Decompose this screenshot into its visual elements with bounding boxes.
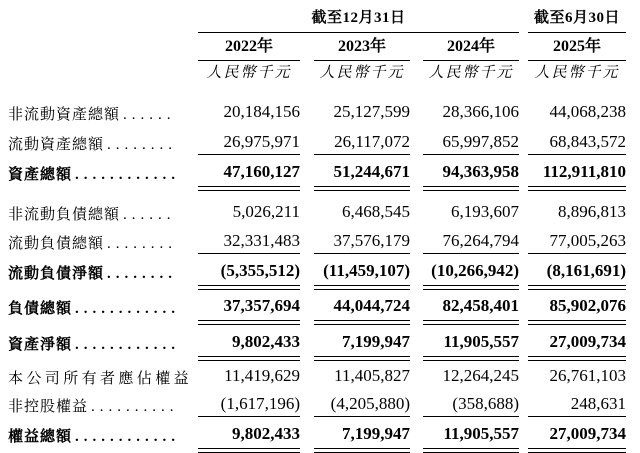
- value-2023: 7,199,947: [314, 331, 410, 365]
- value-2023: 51,244,671: [314, 161, 410, 201]
- table-row-total-equity: [8, 423, 626, 450]
- row-label: 資產總額: [8, 166, 73, 183]
- spacer: [8, 61, 198, 85]
- table-row-total-current-assets: [8, 131, 626, 161]
- value-2024: 76,264,794: [423, 230, 519, 260]
- row-label: 資產淨額: [8, 336, 73, 353]
- value-2023: 7,199,947: [314, 423, 410, 450]
- dot-leader: ......: [123, 106, 176, 123]
- dot-leader: ........: [107, 136, 178, 153]
- value-2022: 20,184,156: [223, 101, 300, 121]
- value-2023: 26,117,072: [314, 131, 410, 161]
- value-2025: 77,005,263: [528, 230, 626, 260]
- row-label: 流動負債淨額: [8, 265, 105, 282]
- spacer: [519, 6, 528, 33]
- dot-leader: ............: [75, 166, 181, 183]
- value-2023: (4,205,880): [314, 393, 410, 423]
- value-2023: 37,576,179: [314, 230, 410, 260]
- table-row-non-controlling-interests: [8, 393, 626, 423]
- year-2023: 2023年: [314, 33, 410, 61]
- value-2022: 37,357,694: [198, 295, 300, 331]
- table-row-equity-owners-of-company: [8, 365, 626, 393]
- unit-label: 人民幣千元: [534, 65, 620, 81]
- header-year-row: [8, 33, 626, 61]
- value-2024: 65,997,852: [423, 131, 519, 161]
- dot-leader: ......: [123, 206, 176, 223]
- value-2025: 112,911,810: [528, 161, 626, 201]
- row-label: 非流動負債總額: [8, 206, 121, 223]
- row-label: 流動資產總額: [8, 136, 105, 153]
- value-2024: (358,688): [423, 393, 519, 423]
- value-2025: 248,631: [528, 393, 626, 423]
- value-2024: 11,905,557: [423, 423, 519, 450]
- dot-leader: ............: [75, 336, 181, 353]
- value-2023: 6,468,545: [342, 201, 410, 221]
- value-2022: 47,160,127: [198, 161, 300, 201]
- row-label: 流動負債總額: [8, 235, 105, 252]
- spacer: [8, 6, 198, 33]
- row-label: 非流動資產總額: [8, 106, 121, 123]
- row-label: 本公司所有者應佔權益: [8, 370, 193, 387]
- value-2023: (11,459,107): [314, 260, 410, 295]
- table-row-total-non-current-liabilities: [8, 201, 626, 230]
- row-label: 負債總額: [8, 300, 73, 317]
- spacer: [519, 33, 528, 61]
- value-2022: 32,331,483: [198, 230, 300, 260]
- value-2024: 12,264,245: [442, 365, 519, 385]
- value-2023: 25,127,599: [333, 101, 410, 121]
- value-2022: (5,355,512): [198, 260, 300, 295]
- value-2025: 8,896,813: [558, 201, 626, 221]
- table-row-total-current-liabilities: [8, 230, 626, 260]
- value-2024: (10,266,942): [423, 260, 519, 295]
- table-row-total-assets: [8, 161, 626, 201]
- dot-leader: ............: [75, 428, 181, 445]
- spacer: [300, 61, 314, 85]
- balance-sheet-summary: [8, 6, 626, 450]
- spacer: [410, 61, 423, 85]
- spacer-row: [8, 85, 626, 101]
- year-2025: 2025年: [528, 33, 626, 61]
- value-2022: 5,026,211: [232, 201, 300, 221]
- value-2025: 27,009,734: [528, 423, 626, 450]
- year-2022: 2022年: [198, 33, 300, 61]
- unit-label: 人民幣千元: [428, 65, 514, 81]
- table-row-net-current-liabilities: [8, 260, 626, 295]
- table-row-total-liabilities: [8, 295, 626, 331]
- value-2025: 26,761,103: [549, 365, 626, 385]
- dot-leader: ........: [107, 265, 178, 282]
- value-2024: 6,193,607: [451, 201, 519, 221]
- value-2023: 44,044,724: [314, 295, 410, 331]
- value-2022: 9,802,433: [198, 331, 300, 365]
- value-2024: 11,905,557: [423, 331, 519, 365]
- value-2025: 68,843,572: [528, 131, 626, 161]
- dot-leader: ..........: [91, 398, 179, 415]
- spacer: [300, 33, 314, 61]
- unit-label: 人民幣千元: [206, 65, 292, 81]
- header-period-row: [8, 6, 626, 33]
- period-group-jun30: 截至6月30日: [528, 6, 626, 33]
- row-label: 權益總額: [8, 428, 73, 445]
- header-unit-row: [8, 61, 626, 85]
- value-2025: (8,161,691): [528, 260, 626, 295]
- value-2025: 85,902,076: [528, 295, 626, 331]
- value-2023: 11,405,827: [334, 365, 410, 385]
- table-row-total-non-current-assets: [8, 101, 626, 131]
- dot-leader: ........: [107, 235, 178, 252]
- value-2022: 26,975,971: [198, 131, 300, 161]
- value-2024: 94,363,958: [423, 161, 519, 201]
- value-2025: 44,068,238: [549, 101, 626, 121]
- row-label: 非控股權益: [8, 398, 89, 415]
- spacer: [519, 61, 528, 85]
- year-2024: 2024年: [423, 33, 519, 61]
- value-2025: 27,009,734: [528, 331, 626, 365]
- dot-leader: ............: [75, 300, 181, 317]
- period-group-dec31: 截至12月31日: [198, 6, 519, 33]
- value-2022: 11,419,629: [224, 365, 300, 385]
- spacer: [8, 33, 198, 61]
- value-2022: (1,617,196): [198, 393, 300, 423]
- table-row-net-assets: [8, 331, 626, 365]
- spacer: [410, 33, 423, 61]
- value-2022: 9,802,433: [198, 423, 300, 450]
- value-2024: 82,458,401: [423, 295, 519, 331]
- value-2024: 28,366,106: [442, 101, 519, 121]
- unit-label: 人民幣千元: [319, 65, 405, 81]
